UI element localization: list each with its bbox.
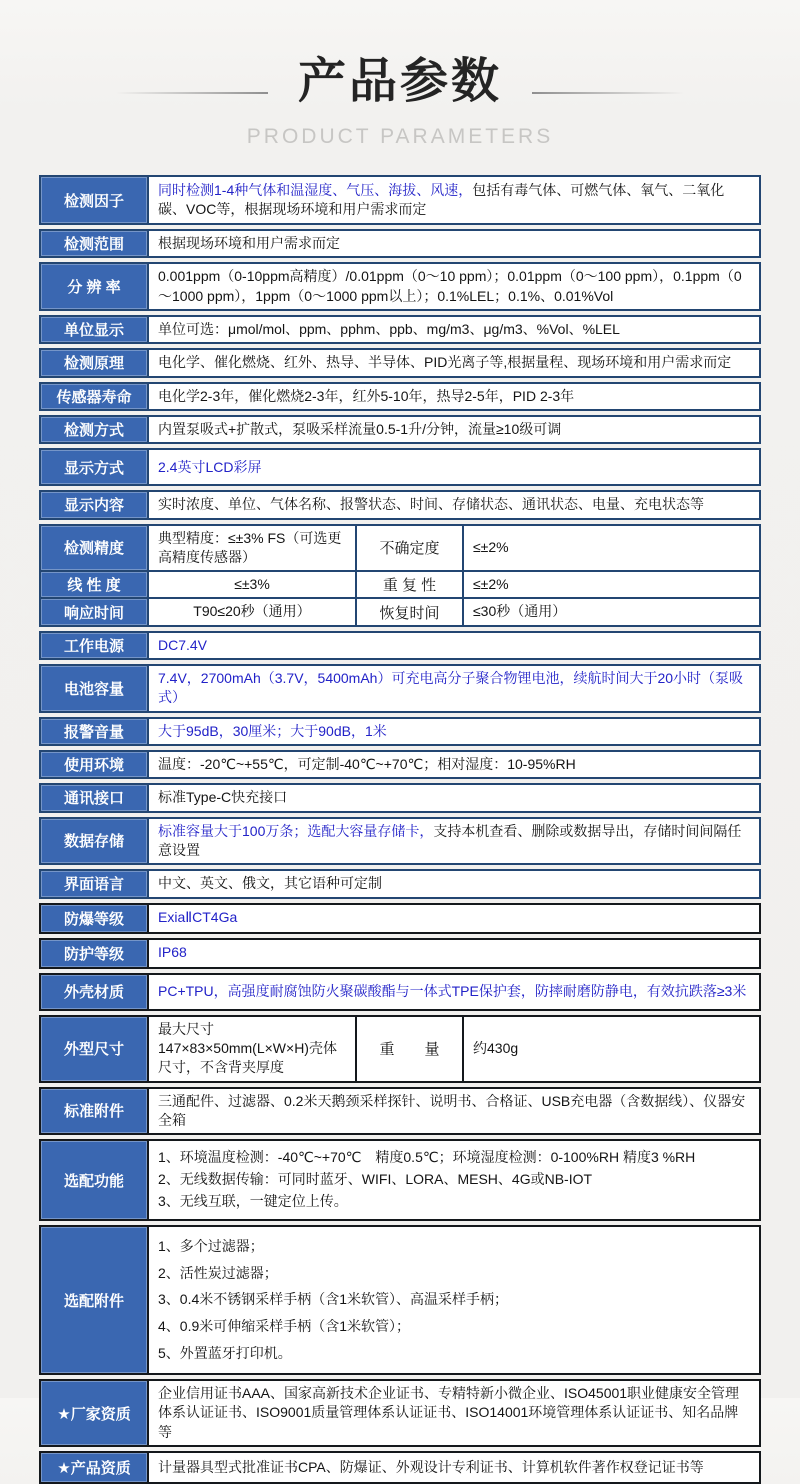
value-line: 4、0.9米可伸缩采样手柄（含1米软管）；	[158, 1318, 411, 1335]
value-text: 包括有毒气体、可燃气体、氧气、二氧化碳、VOC等，根据现场环境和用户需求而定	[158, 181, 725, 217]
row-value	[149, 450, 759, 484]
value-text: 计量器具型式批准证书CPA、防爆证、外观设计专利证书、计算机软件著作权登记证书等	[158, 1458, 704, 1475]
row-label: 界面语言	[41, 871, 149, 896]
row-value	[149, 633, 759, 658]
row-value	[149, 719, 759, 744]
row-label: 分 辨 率	[41, 264, 149, 309]
row-value	[149, 317, 759, 342]
value-line: 1、环境温度检测：-40℃~+70℃ 精度0.5℃；环境湿度检测：0-100%RH 精度3 %RH	[158, 1149, 696, 1166]
row-value-col4	[464, 599, 759, 624]
row-label: 检测原理	[41, 350, 149, 375]
row-value	[149, 231, 759, 256]
table-row-sensor-life	[39, 382, 761, 411]
row-label: 线 性 度	[41, 572, 149, 597]
value-text: 典型精度：≤±3% FS（可选更高精度传感器）	[158, 529, 342, 565]
row-value	[149, 819, 759, 864]
page-subtitle: PRODUCT PARAMETERS	[246, 125, 554, 148]
table-row-detection-factors	[39, 175, 761, 225]
table-row-manufacturer-qualifications	[39, 1379, 761, 1447]
row-label: 工作电源	[41, 633, 149, 658]
row-value	[149, 177, 759, 223]
row-value	[149, 785, 759, 810]
table-row-product-qualifications	[39, 1451, 761, 1484]
value-line: 1、多个过滤器；	[158, 1237, 264, 1254]
table-row-detection-method	[39, 415, 761, 444]
table-row-display-type	[39, 448, 761, 486]
row-value-col2	[149, 599, 357, 624]
value-highlight: PC+TPU，高强度耐腐蚀防火聚碳酸酯与一体式TPE保护套，防摔耐磨防静电，有效抗跌落≥3米	[158, 982, 747, 999]
row-label: ★产品资质	[41, 1453, 149, 1482]
table-row-response-time	[39, 597, 761, 626]
row-value	[149, 1089, 759, 1134]
row-label: 电池容量	[41, 666, 149, 711]
value-line: 3、无线互联，一键定位上传。	[158, 1193, 348, 1210]
row-value	[149, 1141, 759, 1219]
row-sublabel: 重 量	[357, 1017, 464, 1081]
value-line: 2、活性炭过滤器；	[158, 1264, 278, 1281]
value-text: ≤30秒（通用）	[473, 603, 567, 620]
row-label: 选配功能	[41, 1141, 149, 1219]
row-label: 使用环境	[41, 752, 149, 777]
table-row-battery-capacity	[39, 664, 761, 713]
row-value	[149, 940, 759, 967]
value-text: 电化学、催化燃烧、红外、热导、半导体、PID光离子等,根据量程、现场环境和用户需求而定	[158, 354, 732, 371]
row-label: 外壳材质	[41, 975, 149, 1009]
row-label: 防护等级	[41, 940, 149, 967]
value-text: 支持本机查看、删除或数据导出，存储时间间隔任意设置	[158, 822, 742, 858]
table-row-detection-principle	[39, 348, 761, 377]
row-label: 防爆等级	[41, 905, 149, 932]
row-label: 检测方式	[41, 417, 149, 442]
parameters-table	[0, 175, 800, 1484]
row-value	[149, 350, 759, 375]
table-row-communication-port	[39, 783, 761, 812]
row-label: 传感器寿命	[41, 384, 149, 409]
value-text: 根据现场环境和用户需求而定	[158, 235, 340, 251]
row-value	[149, 666, 759, 711]
value-highlight: IP68	[158, 944, 187, 961]
value-text: ≤±2%	[473, 576, 509, 593]
value-highlight: 同时检测1-4种气体和温湿度、气压、海拔、风速，	[158, 181, 473, 198]
value-text: 三通配件、过滤器、0.2米天鹅颈采样探针、说明书、合格证、USB充电器（含数据线）、仪器安全箱	[158, 1092, 746, 1128]
row-label: 显示内容	[41, 492, 149, 517]
row-value	[149, 492, 759, 517]
value-line: 2、无线数据传输：可同时蓝牙、WIFI、LORA、MESH、4G或NB-IOT	[158, 1171, 593, 1188]
value-highlight: DC7.4V	[158, 636, 208, 653]
row-sublabel: 不确定度	[357, 526, 464, 571]
row-label: 数据存储	[41, 819, 149, 864]
value-text: 温度：-20℃~+55℃，可定制-40℃~+70℃；相对湿度：10-95%RH	[158, 756, 576, 772]
row-value-col4	[464, 526, 759, 571]
value-highlight: ExiaⅡCT4Ga	[158, 909, 238, 926]
row-value	[149, 384, 759, 409]
table-row-protection-rating	[39, 938, 761, 969]
row-value	[149, 417, 759, 442]
row-value	[149, 1381, 759, 1445]
value-text: 中文、英文、俄文，其它语种可定制	[158, 875, 382, 892]
table-row-standard-accessories	[39, 1087, 761, 1136]
row-value-col4	[464, 572, 759, 597]
table-row-dimensions	[39, 1015, 761, 1083]
table-row-resolution	[39, 262, 761, 311]
row-label: 通讯接口	[41, 785, 149, 810]
table-row-shell-material	[39, 973, 761, 1011]
row-label: 选配附件	[41, 1227, 149, 1373]
row-value	[149, 264, 759, 309]
table-row-linearity	[39, 570, 761, 599]
value-text: 0.001ppm（0-10ppm高精度）/0.01ppm（0～10 ppm）；0.01ppm（0～100 ppm），0.1ppm（0～1000 ppm），1ppm（0～1000 ppm以上）；0.1%LEL；0.1%、0.01%Vol	[158, 268, 742, 304]
row-label: 单位显示	[41, 317, 149, 342]
value-text: 企业信用证书AAA、国家高新技术企业证书、专精特新小微企业、ISO45001职业健康安全管理体系认证证书、ISO9001质量管理体系认证证书、ISO14001环境管理体系认证证书、知名品牌等	[158, 1385, 740, 1440]
table-row-display-content	[39, 490, 761, 519]
title-divider-left	[116, 92, 268, 94]
table-row-unit-display	[39, 315, 761, 344]
row-label: 报警音量	[41, 719, 149, 744]
value-text: 单位可选：μmol/mol、ppm、pphm、ppb、mg/m3、μg/m3、%Vol、%LEL	[158, 320, 620, 337]
value-text: ≤±2%	[473, 539, 509, 556]
value-line: 3、0.4米不锈钢采样手柄（含1米软管）、高温采样手柄；	[158, 1291, 509, 1308]
row-sublabel: 重 复 性	[357, 572, 464, 597]
table-row-operating-environment	[39, 750, 761, 779]
row-value-col2	[149, 572, 357, 597]
row-value-col4	[464, 1017, 759, 1081]
row-sublabel: 恢复时间	[357, 599, 464, 624]
title-row	[0, 42, 800, 111]
value-text: 实时浓度、单位、气体名称、报警状态、时间、存储状态、通讯状态、电量、充电状态等	[158, 496, 704, 513]
row-label: 显示方式	[41, 450, 149, 484]
row-value	[149, 905, 759, 932]
table-row-alarm-volume	[39, 717, 761, 746]
value-text: 最大尺寸147×83×50mm(L×W×H)壳体尺寸，不含背夹厚度	[158, 1020, 337, 1076]
table-row-detection-range	[39, 229, 761, 258]
row-value	[149, 1227, 759, 1373]
row-label: 检测因子	[41, 177, 149, 223]
row-value	[149, 975, 759, 1009]
row-value	[149, 871, 759, 896]
row-label: 响应时间	[41, 599, 149, 624]
title-divider-right	[532, 92, 684, 94]
table-row-optional-accessories	[39, 1225, 761, 1375]
value-text: ≤±3%	[234, 576, 270, 593]
value-text: 电化学2-3年，催化燃烧2-3年，红外5-10年，热导2-5年，PID 2-3年	[158, 387, 575, 404]
table-row-interface-language	[39, 869, 761, 898]
row-value-col2	[149, 526, 357, 571]
table-row-power-supply	[39, 631, 761, 660]
value-text: 标准Type-C快充接口	[158, 789, 288, 806]
value-text: 约430g	[473, 1039, 519, 1056]
value-highlight: 7.4V，2700mAh（3.7V，5400mAh）可充电高分子聚合物锂电池，续航时间大于20小时（泵吸式）	[158, 670, 744, 706]
row-label: 标准附件	[41, 1089, 149, 1134]
row-value	[149, 752, 759, 777]
value-highlight: 2.4英寸LCD彩屏	[158, 458, 262, 475]
table-row-optional-functions	[39, 1139, 761, 1221]
row-label: ★厂家资质	[41, 1381, 149, 1445]
page-title: 产品参数	[297, 55, 502, 108]
value-highlight: 标准容量大于100万条；选配大容量存储卡，	[158, 822, 434, 839]
value-text: 内置泵吸式+扩散式，泵吸采样流量0.5-1升/分钟，流量≥10级可调	[158, 420, 562, 437]
table-row-accuracy	[39, 524, 761, 573]
row-value	[149, 1453, 759, 1482]
value-text: T90≤20秒（通用）	[193, 603, 311, 620]
row-label: 检测范围	[41, 231, 149, 256]
row-label: 外型尺寸	[41, 1017, 149, 1081]
page-header	[0, 0, 800, 149]
row-value-col2	[149, 1017, 357, 1081]
table-row-data-storage	[39, 817, 761, 866]
table-row-explosion-proof-rating	[39, 903, 761, 934]
row-label: 检测精度	[41, 526, 149, 571]
value-line: 5、外置蓝牙打印机。	[158, 1345, 292, 1362]
value-highlight: 大于95dB，30厘米；大于90dB，1米	[158, 722, 387, 739]
